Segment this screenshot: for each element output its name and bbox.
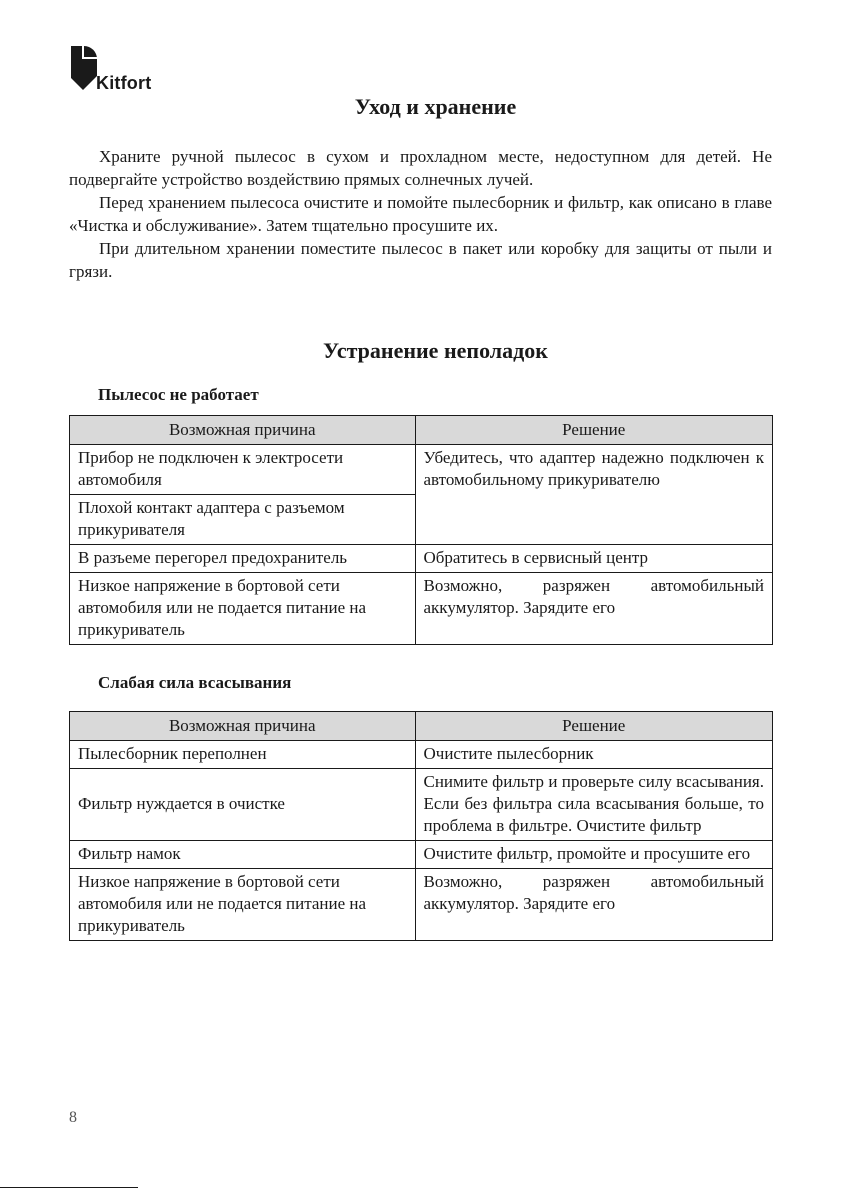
table-row [70, 573, 773, 645]
table-row [70, 445, 773, 495]
care-paragraph: Храните ручной пылесос в сухом и прохладном месте, недоступном для детей. Не подвергайте устройство воздействию прямых солнечных лучей. [69, 147, 772, 189]
column-header-cause: Возможная причина [70, 712, 416, 741]
cause-cell: Низкое напряжение в бортовой сети автомобиля или не подается питание на прикуриватель [70, 869, 416, 941]
table-row [70, 769, 773, 841]
cause-cell: Низкое напряжение в бортовой сети автомобиля или не подается питание на прикуриватель [70, 573, 416, 645]
table-not-working [69, 415, 773, 645]
table-row [70, 741, 773, 769]
section-heading-weak-suction: Слабая сила всасывания [98, 673, 292, 692]
solution-cell: Очистите фильтр, промойте и просушите его [415, 841, 773, 869]
table-row [70, 841, 773, 869]
troubleshooting-title: Устранение неполадок [323, 338, 548, 363]
cause-cell: Плохой контакт адаптера с разъемом прикуривателя [70, 495, 416, 545]
column-header-solution: Решение [415, 416, 773, 445]
table-header-row [70, 712, 773, 741]
section-heading-not-working: Пылесос не работает [98, 385, 259, 404]
solution-cell: Убедитесь, что адаптер надежно подключен к автомобильному прикуривателю [415, 445, 773, 545]
solution-cell: Очистите пылесборник [415, 741, 773, 769]
column-header-cause: Возможная причина [70, 416, 416, 445]
brand-name: Kitfort [96, 73, 152, 93]
cause-cell: Фильтр намок [70, 841, 416, 869]
footer-rule [0, 1187, 138, 1188]
solution-cell: Снимите фильтр и проверьте силу всасывания. Если без фильтра сила всасывания больше, то проблема в фильтре. Очистите фильтр [415, 769, 773, 841]
cause-cell: Фильтр нуждается в очистке [70, 769, 416, 841]
solution-cell: Возможно, разряжен автомобильный аккумулятор. Зарядите его [415, 573, 773, 645]
cause-cell: В разъеме перегорел предохранитель [70, 545, 416, 573]
page-number: 8 [69, 1109, 77, 1126]
care-paragraph: Перед хранением пылесоса очистите и помойте пылесборник и фильтр, как описано в главе «Чистка и обслуживание». Затем тщательно просушите их. [69, 193, 772, 235]
cause-cell: Прибор не подключен к электросети автомобиля [70, 445, 416, 495]
column-header-solution: Решение [415, 712, 773, 741]
cause-cell: Пылесборник переполнен [70, 741, 416, 769]
care-title: Уход и хранение [354, 94, 517, 119]
table-weak-suction [69, 711, 773, 941]
table-row [70, 545, 773, 573]
table-header-row [70, 416, 773, 445]
solution-cell: Обратитесь в сервисный центр [415, 545, 773, 573]
kitfort-logo-mark-icon [69, 46, 97, 90]
table-row [70, 869, 773, 941]
care-text [69, 145, 772, 283]
solution-cell: Возможно, разряжен автомобильный аккумулятор. Зарядите его [415, 869, 773, 941]
care-paragraph: При длительном хранении поместите пылесос в пакет или коробку для защиты от пыли и грязи. [69, 239, 772, 281]
